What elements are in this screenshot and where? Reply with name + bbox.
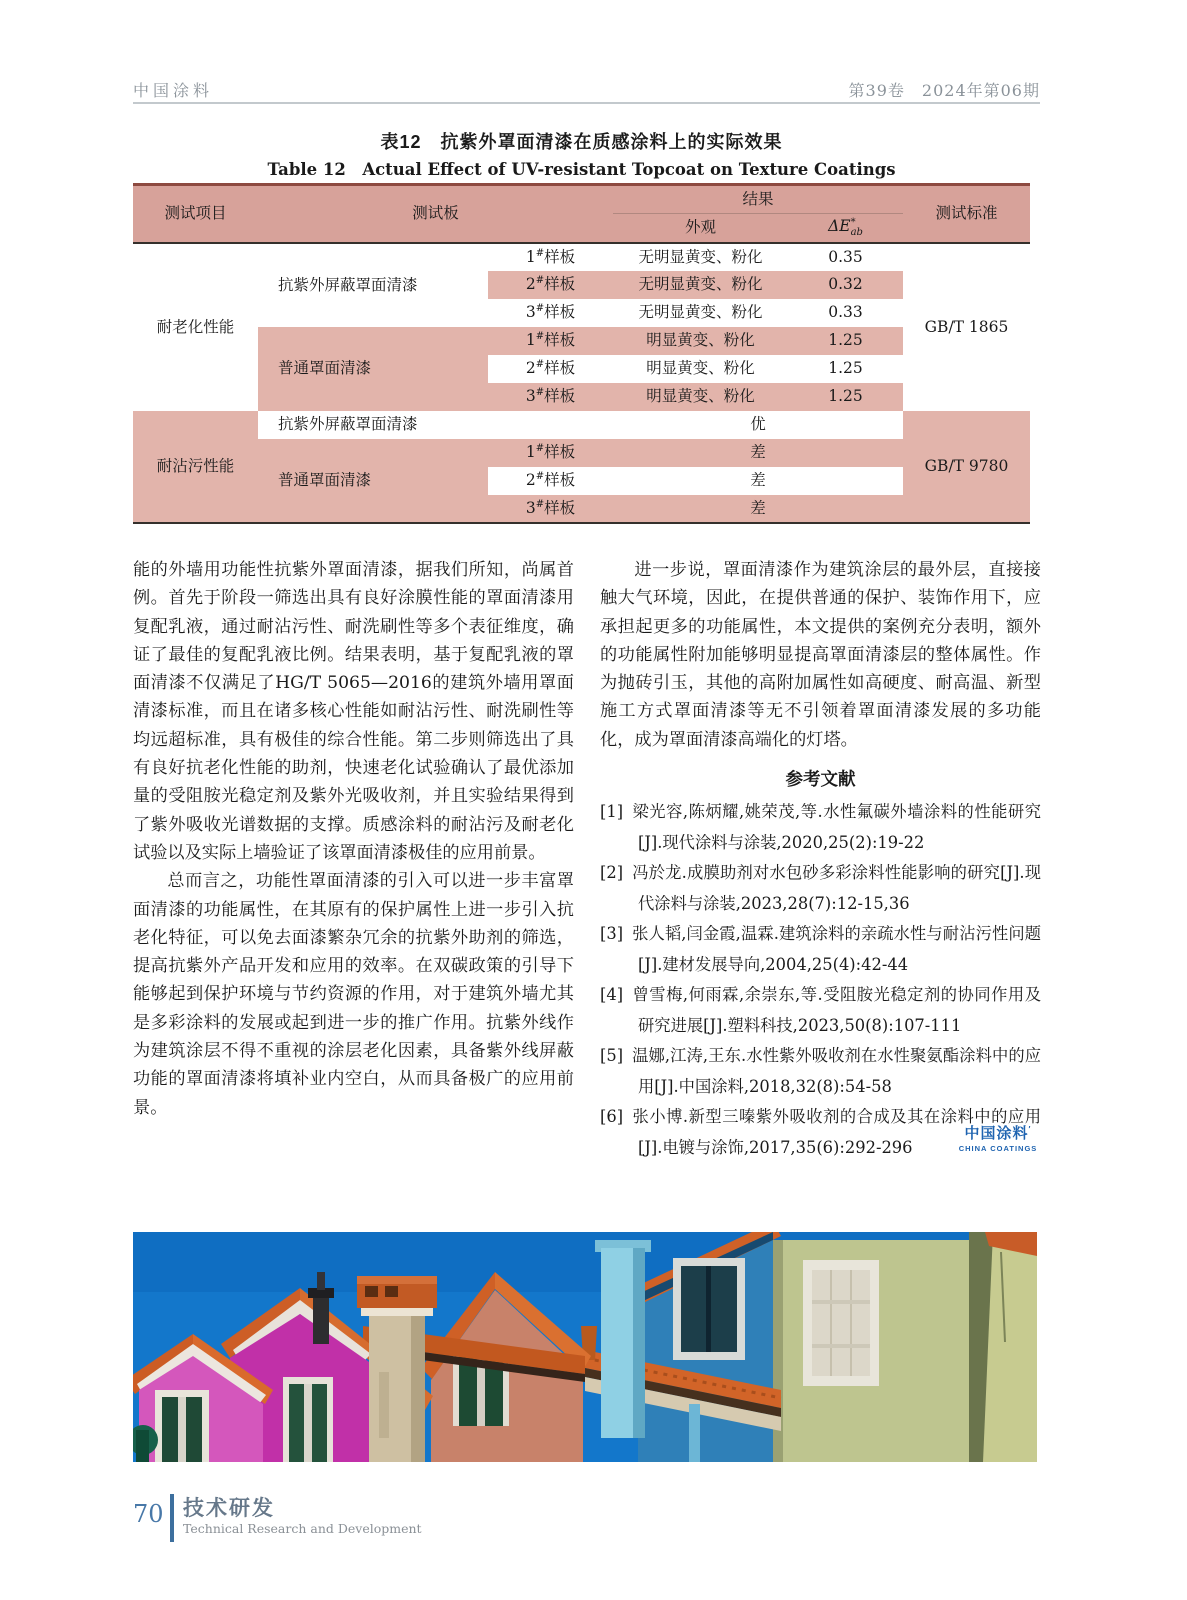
cell-delta: 0.32: [788, 271, 903, 299]
reference-item: [3] 张人韬,闫金霞,温霖.建筑涂料的亲疏水性与耐沾污性问题[J].建材发展导向,2004,25(4):42-44: [600, 924, 1041, 974]
header-test-panel: 测试板: [258, 185, 613, 244]
cell-appearance: 明显黄变、粉化: [613, 383, 788, 411]
cell-appearance: 无明显黄变、粉化: [613, 271, 788, 299]
cell-standard-aging: GB/T 1865: [903, 243, 1030, 411]
header-test-item: 测试项目: [133, 185, 258, 244]
reference-item: [5] 温娜,江涛,王东.水性紫外吸收剂在水性聚氨酯涂料中的应用[J].中国涂料,2018,32(8):54-58: [600, 1046, 1041, 1096]
cell-delta: 0.35: [788, 243, 903, 271]
logo-text-en: CHINA COATINGS: [958, 1144, 1038, 1153]
footer-section-en: Technical Research and Development: [183, 1521, 422, 1536]
right-text-column: [600, 556, 1041, 1163]
cell-test-item-stain: 耐沾污性能: [133, 411, 258, 523]
issue-info: 第39卷 2024年第06期: [848, 81, 1040, 100]
cell-panel-uv: 抗紫外屏蔽罩面清漆: [258, 243, 488, 327]
cell-grade: 差: [613, 467, 903, 495]
cell-grade: 差: [613, 495, 903, 523]
cell-grade: 差: [613, 439, 903, 467]
header-rule: [133, 102, 1040, 104]
cell-sample: 3#样板: [488, 299, 613, 327]
cell-panel-uv2: 抗紫外屏蔽罩面清漆: [258, 411, 613, 439]
references-list: [600, 797, 1041, 1163]
reference-item: [2] 冯於龙.成膜助剂对水包砂多彩涂料性能影响的研究[J].现代涂料与涂装,2023,28(7):12-15,36: [600, 863, 1041, 913]
cell-sample: 3#样板: [488, 495, 613, 523]
cell-sample: 1#样板: [488, 439, 613, 467]
cell-delta: 1.25: [788, 383, 903, 411]
header-standard: 测试标准: [903, 185, 1030, 244]
header-delta-e: $\Delta E^*_{ab}$: [788, 214, 903, 244]
cell-sample: 2#样板: [488, 271, 613, 299]
table-row: [133, 243, 1030, 271]
footer-divider-bar: [170, 1494, 174, 1542]
journal-title: 中国涂料: [133, 81, 214, 100]
header-appearance: 外观: [613, 214, 788, 244]
cell-appearance: 无明显黄变、粉化: [613, 243, 788, 271]
cell-sample: 1#样板: [488, 327, 613, 355]
cell-sample: 2#样板: [488, 467, 613, 495]
table-row: [133, 327, 1030, 355]
table-row: [133, 411, 1030, 439]
houses-illustration: [133, 1232, 1037, 1462]
cell-appearance: 明显黄变、粉化: [613, 327, 788, 355]
colorful-houses-photo: [133, 1232, 1037, 1462]
paragraph-summary: 总而言之，功能性罩面清漆的引入可以进一步丰富罩面清漆的功能属性，在其原有的保护属性上进一步引入抗老化特征，可以免去面漆繁杂冗余的抗紫外助剂的筛选，提高抗紫外产品开发和应用的效率。在双碳政策的引导下能够起到保护环境与节约资源的作用，对于建筑外墙尤其是多彩涂料的发展或起到进一步的推广作用。抗紫外线作为建筑涂层不得不重视的涂层老化因素，具备紫外线屏蔽功能的罩面清漆将填补业内空白，从而具备极广的应用前景。: [133, 871, 574, 1118]
table-caption-en: Table 12 Actual Effect of UV-resistant Topcoat on Texture Coatings: [267, 160, 896, 179]
logo-text-cn: 中国涂料′: [964, 1125, 1032, 1142]
reference-item: [6] 张小博.新型三嗪紫外吸收剂的合成及其在涂料中的应用[J].电镀与涂饰,2017,35(6):292-296: [600, 1107, 1041, 1157]
page-number: 70: [133, 1500, 164, 1528]
cell-delta: 1.25: [788, 327, 903, 355]
cell-grade: 优: [613, 411, 903, 439]
cell-appearance: 无明显黄变、粉化: [613, 299, 788, 327]
results-table: [133, 183, 1030, 524]
footer-section-cn: 技术研发: [183, 1497, 275, 1520]
paragraph-outlook: 进一步说，罩面清漆作为建筑涂层的最外层，直接接触大气环境，因此，在提供普通的保护、装饰作用下，应承担起更多的功能属性，本文提供的案例充分表明，额外的功能属性附加能够明显提高罩面清漆层的整体属性。作为抛砖引玉，其他的高附加属性如高硬度、耐高温、新型施工方式罩面清漆等无不引领着罩面清漆发展的多功能化，成为罩面清漆高端化的灯塔。: [600, 560, 1041, 750]
cell-panel-ordinary2: 普通罩面清漆: [258, 439, 488, 523]
cell-appearance: 明显黄变、粉化: [613, 355, 788, 383]
cell-sample: 3#样板: [488, 383, 613, 411]
table-row: [133, 439, 1030, 467]
cell-sample: 1#样板: [488, 243, 613, 271]
cell-standard-stain: GB/T 9780: [903, 411, 1030, 523]
cell-delta: 0.33: [788, 299, 903, 327]
reference-item: [4] 曾雪梅,何雨霖,余崇东,等.受阻胺光稳定剂的协同作用及研究进展[J].塑料科技,2023,50(8):107-111: [600, 985, 1041, 1035]
header-result: 结果: [613, 185, 903, 214]
reference-item: [1] 梁光容,陈炳耀,姚荣茂,等.水性氟碳外墙涂料的性能研究[J].现代涂料与涂装,2020,25(2):19-22: [600, 802, 1041, 852]
china-coatings-logo: [952, 1122, 1044, 1153]
cell-test-item-aging: 耐老化性能: [133, 243, 258, 411]
references-heading: 参考文献: [785, 769, 856, 790]
cell-sample: 2#样板: [488, 355, 613, 383]
cell-panel-ordinary: 普通罩面清漆: [258, 327, 488, 411]
table-caption-cn: 表12 抗紫外罩面清漆在质感涂料上的实际效果: [380, 132, 783, 152]
paragraph-continuation: 能的外墙用功能性抗紫外罩面清漆，据我们所知，尚属首例。首先于阶段一筛选出具有良好涂膜性能的罩面清漆用复配乳液，通过耐沾污性、耐洗刷性等多个表征维度，确证了最佳的复配乳液比例。结果表明，基于复配乳液的罩面清漆不仅满足了HG/T 5065—2016的建筑外墙用罩面清漆标准，而且在诸多核心性能如耐沾污性、耐洗刷性等均远超标准，具有极佳的综合性能。第二步则筛选出了具有良好抗老化性能的助剂，快速老化试验确认了最优添加量的受阻胺光稳定剂及紫外光吸收剂，并且实验结果得到了紫外吸收光谱数据的支撑。质感涂料的耐沾污及耐老化试验以及实际上墙验证了该罩面清漆极佳的应用前景。: [133, 560, 574, 863]
left-text-column: [133, 556, 574, 1122]
cell-delta: 1.25: [788, 355, 903, 383]
